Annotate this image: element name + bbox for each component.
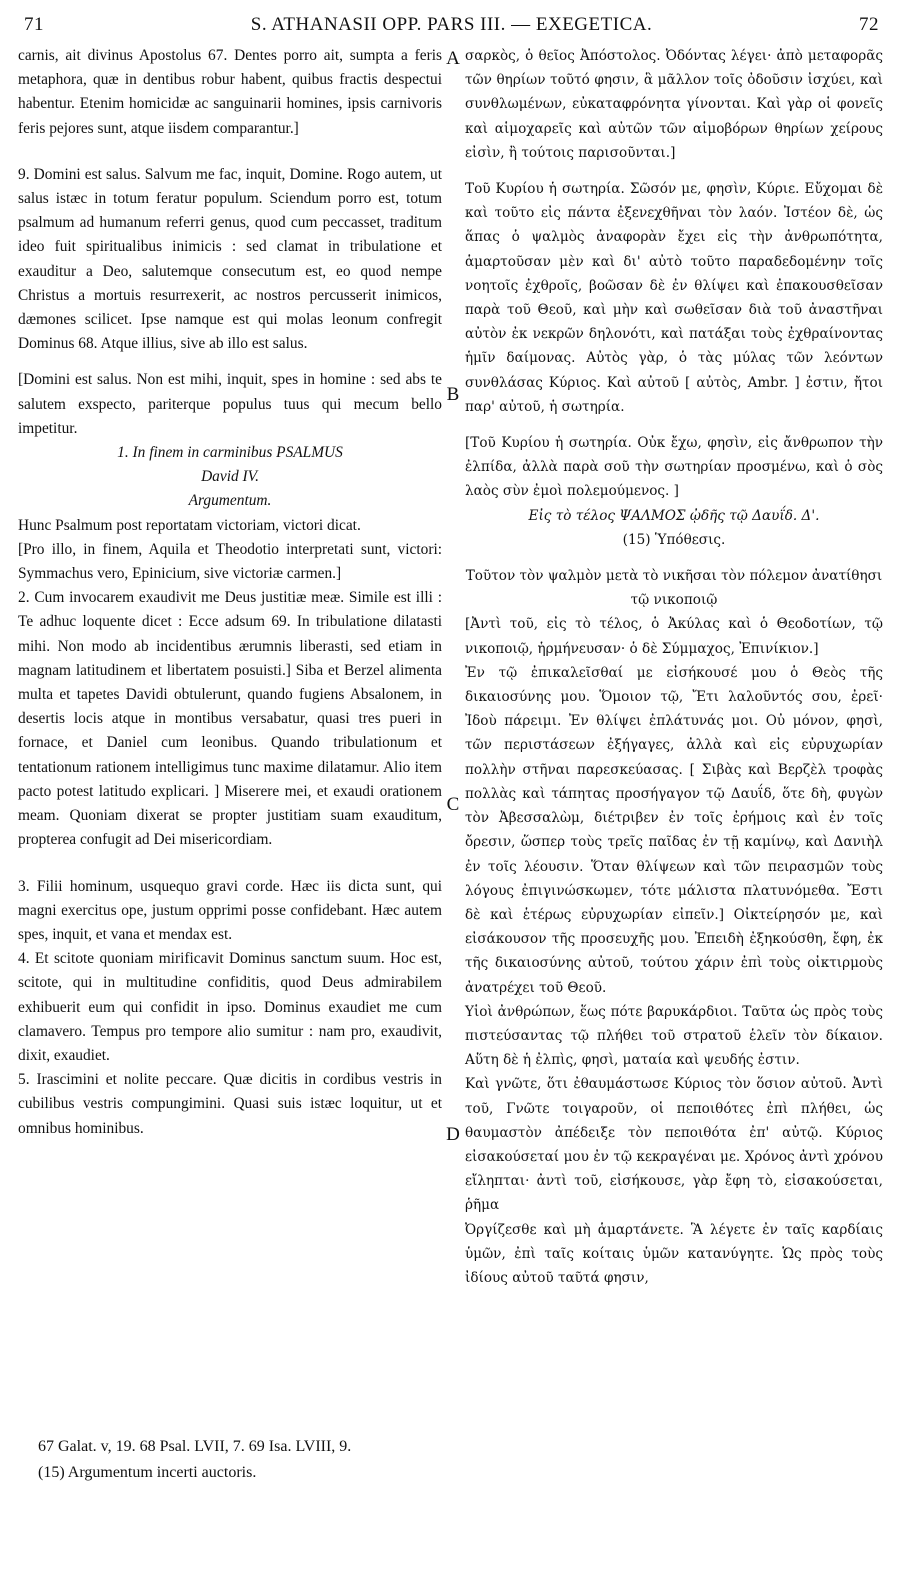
greek-paragraph: Ὀργίζεσθε καὶ μὴ ἁμαρτάνετε. Ἃ λέγετε ἐν ταῖς καρδίαις ὑμῶν, ἐπὶ ταῖς κοίταις ὑμῶν κατανύγητε. Ὡς πρὸς τοὺς ἰδίους αὐτοῦ ταῦτά φησιν, <box>465 1221 883 1286</box>
greek-column <box>465 44 883 1290</box>
psalm-title: 1. In finem in carminibus PSALMUS <box>117 444 343 462</box>
greek-paragraph: [Τοῦ Κυρίου ἡ σωτηρία. Οὐκ ἔχω, φησὶν, εἰς ἄνθρωπον τὴν ἐλπίδα, ἀλλὰ παρὰ σοῦ τὴν σωτηρίαν προσμένω, καὶ ὁ σὸς λαὸς σὺν ἐμοὶ πολεμούμενος. ] <box>465 435 883 500</box>
footnote-line: (15) Argumentum incerti auctoris. <box>38 1464 257 1481</box>
psalm-title-greek: Εἰς τὸ τέλος ΨΑΛΜΟΣ ᾠδῆς τῷ Δαυΐδ. Δ'. <box>528 507 820 524</box>
hypothesis-heading: (15) Ὑπόθεσις. <box>622 531 726 548</box>
greek-paragraph: Καὶ γνῶτε, ὅτι ἐθαυμάστωσε Κύριος τὸν ὅσιον αὐτοῦ. Ἀντὶ τοῦ, Γνῶτε τοιγαροῦν, οἱ πεποιθότες ἐπὶ πλήθει, ὡς θαυμαστὸν ἀπέδειξε τὸν πεποιθότα ἐπ' αὐτῷ. Κύριος εἰσακούσεταί μου ἐν τῷ κεκραγέναι με. Χρόνος ἀντὶ χρόνου εἴληπται· ἀντὶ τοῦ, εἰσήκουσε, γὰρ ἔφη τὸ, εἰσακούσεται, ῥῆμα <box>465 1076 883 1214</box>
latin-paragraph: 5. Irascimini et nolite peccare. Quæ dicitis in cordibus vestris in cubilibus vestris compungimini. Quasi suis istæc loquitur, ut et omnibus hominibus. <box>18 1071 442 1137</box>
psalm-subtitle: David IV. <box>201 468 259 486</box>
greek-paragraph: Υἱοὶ ἀνθρώπων, ἕως πότε βαρυκάρδιοι. Ταῦτα ὡς πρὸς τοὺς πιστεύσαντας τῷ πλήθει τοῦ στρατοῦ ἑλεῖν τὸν δίκαιον. Αὕτη δὲ ἡ ἐλπὶς, φησὶ, ματαία καὶ ψευδής ἐστιν. <box>465 1003 883 1069</box>
greek-paragraph: [Ἀντὶ τοῦ, εἰς τὸ τέλος, ὁ Ἀκύλας καὶ ὁ Θεοδοτίων, τῷ νικοποιῷ, ἡρμήνευσαν· ὁ δὲ Σύμμαχος, Ἐπινίκιον.] <box>465 616 883 657</box>
section-marker-b: B <box>446 384 460 405</box>
greek-paragraph: Τοῦτον τὸν ψαλμὸν μετὰ τὸ νικῆσαι τὸν πόλεμον ἀνατίθησι τῷ νικοποιῷ <box>465 568 883 609</box>
latin-paragraph: 4. Et scitote quoniam mirificavit Dominus sanctum suum. Hoc est, scitote, qui in multitudine confiditis, quod Deus admirabilem exhibuerit eum qui confidit in ipso. Dominus exaudiet me cum clamavero. Tempus pro tempore alio sumitur : nam pro, exaudivit, dixit, exaudiet. <box>18 950 442 1064</box>
greek-paragraph: Ἐν τῷ ἐπικαλεῖσθαί με εἰσήκουσέ μου ὁ Θεὸς τῆς δικαιοσύνης μου. Ὅμοιον τῷ, Ἔτι λαλοῦντός σου, ἐρεῖ· Ἰδοὺ πάρειμι. Ἐν θλίψει ἐπλάτυνάς μοι. Οὐ μόνον, φησὶ, τῶν περιστάσεων ἐξήγαγες, ἀλλὰ καὶ εἰς εὐρυχωρίαν πολλὴν στῆναι παρεσκεύασας. [ Σιβὰς καὶ Βερζὲλ τροφὰς πολλὰς καὶ τάπητας προσήγαγον τῷ Δαυΐδ, ὅτε δὴ, φυγὼν τὸν Ἀβεσσαλὼμ, διέτριβεν ἐν τοῖς ἐρήμοις καὶ ἐν τοῖς ὄρεσιν, ὥσπερ τοὺς τρεῖς παῖδας ἐν τῇ καμίνῳ, καὶ Δανιὴλ ἐν τοῖς λέουσιν. Ὅταν θλίψεων καὶ τῶν πειρασμῶν τοὺς λόγους ἐπιγινώσκωμεν, τότε μάλιστα πλατυνόμεθα. Ἔστι δὲ καὶ ἑτέρως εὐρυχωρίαν εἰπεῖν.] Οἰκτείρησόν με, καὶ εἰσάκουσον τῆς προσευχῆς μου. Ἐπειδὴ ἐξηκούσθη, ἔφη, ἐκ τῆς δικαιοσύνης αὐτοῦ, τούτου χάριν ἐπὶ τοὺς οἰκτιρμοὺς ἀνατρέχει τοῦ Θεοῦ. <box>465 664 883 996</box>
section-marker-a: A <box>446 48 460 69</box>
greek-paragraph: Τοῦ Κυρίου ἡ σωτηρία. Σῶσόν με, φησὶν, Κύριε. Εὔχομαι δὲ καὶ τοῦτο εἰς πάντα ἐξενεχθῆναι τὸν λαόν. Ἰστέον δὲ, ὡς ἅπας ὁ ψαλμὸς ἀναφορὰν ἔχει εἰς τὴν ἀνθρωπότητα, ἁμαρτοῦσαν μὲν καὶ δι' αὐτὸ τοῦτο παραδεδομένην τοῖς νοητοῖς ἐχθροῖς, βοῶσαν δὲ ἐν θλίψει καὶ ἐπακουσθεῖσαν παρὰ τοῦ Θεοῦ, καὶ μὴν καὶ σωθεῖσαν διὰ τοῦ ἀναστῆναι αὐτὸν ἐκ νεκρῶν δηλονότι, καὶ πατάξαι τοὺς ἐχθραίνοντας ἡμῖν δαίμονας. Αὐτὸς γὰρ, ὁ τὰς μύλας τῶν λεόντων συνθλάσας Κύριος. Καὶ αὐτοῦ [ αὐτὸς, Ambr. ] ἐστιν, ἤτοι παρ' αὐτοῦ, ἡ σωτηρία. <box>465 181 883 415</box>
latin-paragraph: carnis, ait divinus Apostolus 67. Dentes porro ait, sumpta a feris metaphora, quæ in dentibus robur habent, quibus fractis despectui habentur. Etenim homicidæ ac sanguinarii homines, ipsis carnivoris feris pejores sunt, atque iisdem comparantur.] <box>18 47 442 137</box>
page-header <box>20 6 883 38</box>
page-number-left: 71 <box>24 14 44 35</box>
page-number-right: 72 <box>859 14 879 35</box>
footnote-line: 67 Galat. v, 19. 68 Psal. LVII, 7. 69 Isa. LVIII, 9. <box>38 1438 352 1455</box>
section-marker-d: D <box>446 1124 460 1145</box>
latin-paragraph: 9. Domini est salus. Salvum me fac, inquit, Domine. Rogo autem, ut salus istæc in totum feratur populum. Sciendum porro est, totum psalmum ad humanum referri genus, quod cum peccasset, traditum ideo fuit spiritualibus inimicis : sed clamat in tribulatione et exauditur a Deo, salutemque consecutum est, eo quod nempe Christus a mortuis resurrexerit, ac nostros percusserit inimicos, dæmones scilicet. Ipse namque est qui molas leonum confregit Dominus 68. Atque illius, sive ab illo est salus. <box>18 165 442 353</box>
latin-paragraph: Hunc Psalmum post reportatam victoriam, victori dicat. <box>18 516 361 534</box>
argumentum-heading: Argumentum. <box>188 492 272 510</box>
section-marker-c: C <box>446 794 460 815</box>
latin-paragraph: 2. Cum invocarem exaudivit me Deus justitiæ meæ. Simile est illi : Te adhuc loquente dicet : Ecce adsum 69. In tribulatione dilatasti mihi. Non modo ab incidentibus ærumnis liberasti, sed etiam in magnam latitudinem et libertatem posuisti.] Siba et Berzel alimenta multa et tapetes Davidi obtulerunt, quando fugiens Absalonem, in desertis locis atque in montibus versabatur, quasi tres pueri in fornace, et Daniel cum leonibus. Quando tribulationum et tentationum rationem intelligimus tunc maxime dilatamur. Alio item pacto potest latitudo explicari. ] Miserere mei, et exaudi orationem meam. Quoniam dixerat se propter justitiam suam exauditum, propterea confugit ad Dei misericordiam. <box>18 589 442 849</box>
latin-paragraph: 3. Filii hominum, usquequo gravi corde. Hæc iis dicta sunt, qui magni exercitus ope, justum opprimi posse confidebant. Hæc autem spes, inquit, et vana et mendax est. <box>18 877 442 943</box>
greek-paragraph: σαρκὸς, ὁ θεῖος Ἀπόστολος. Ὀδόντας λέγει· ἀπὸ μεταφορᾶς τῶν θηρίων τοῦτό φησιν, ἃ μᾶλλον τοῖς ὀδοῦσιν ἰσχύει, καὶ συνθλωμένων, εὐκαταφρόνητα γίνονται. Καὶ γὰρ οἱ φονεῖς καὶ αἱμοχαρεῖς καὶ αὐτῶν τῶν αἱμοβόρων θηρίων χείρους εἰσὶν, ἢ τούτοις παρισοῦνται.] <box>465 48 883 161</box>
footnotes <box>38 1434 458 1486</box>
running-title: S. ATHANASII OPP. PARS III. — EXEGETICA. <box>250 14 653 35</box>
latin-column <box>18 44 442 1141</box>
latin-paragraph: [Pro illo, in finem, Aquila et Theodotio interpretati sunt, victori: Symmachus vero, Epinicium, sive victoriæ carmen.] <box>18 540 442 583</box>
latin-paragraph: [Domini est salus. Non est mihi, inquit, spes in homine : sed abs te salutem exspecto, pariterque populus tuus qui mecum bello impetitur. <box>18 371 442 437</box>
